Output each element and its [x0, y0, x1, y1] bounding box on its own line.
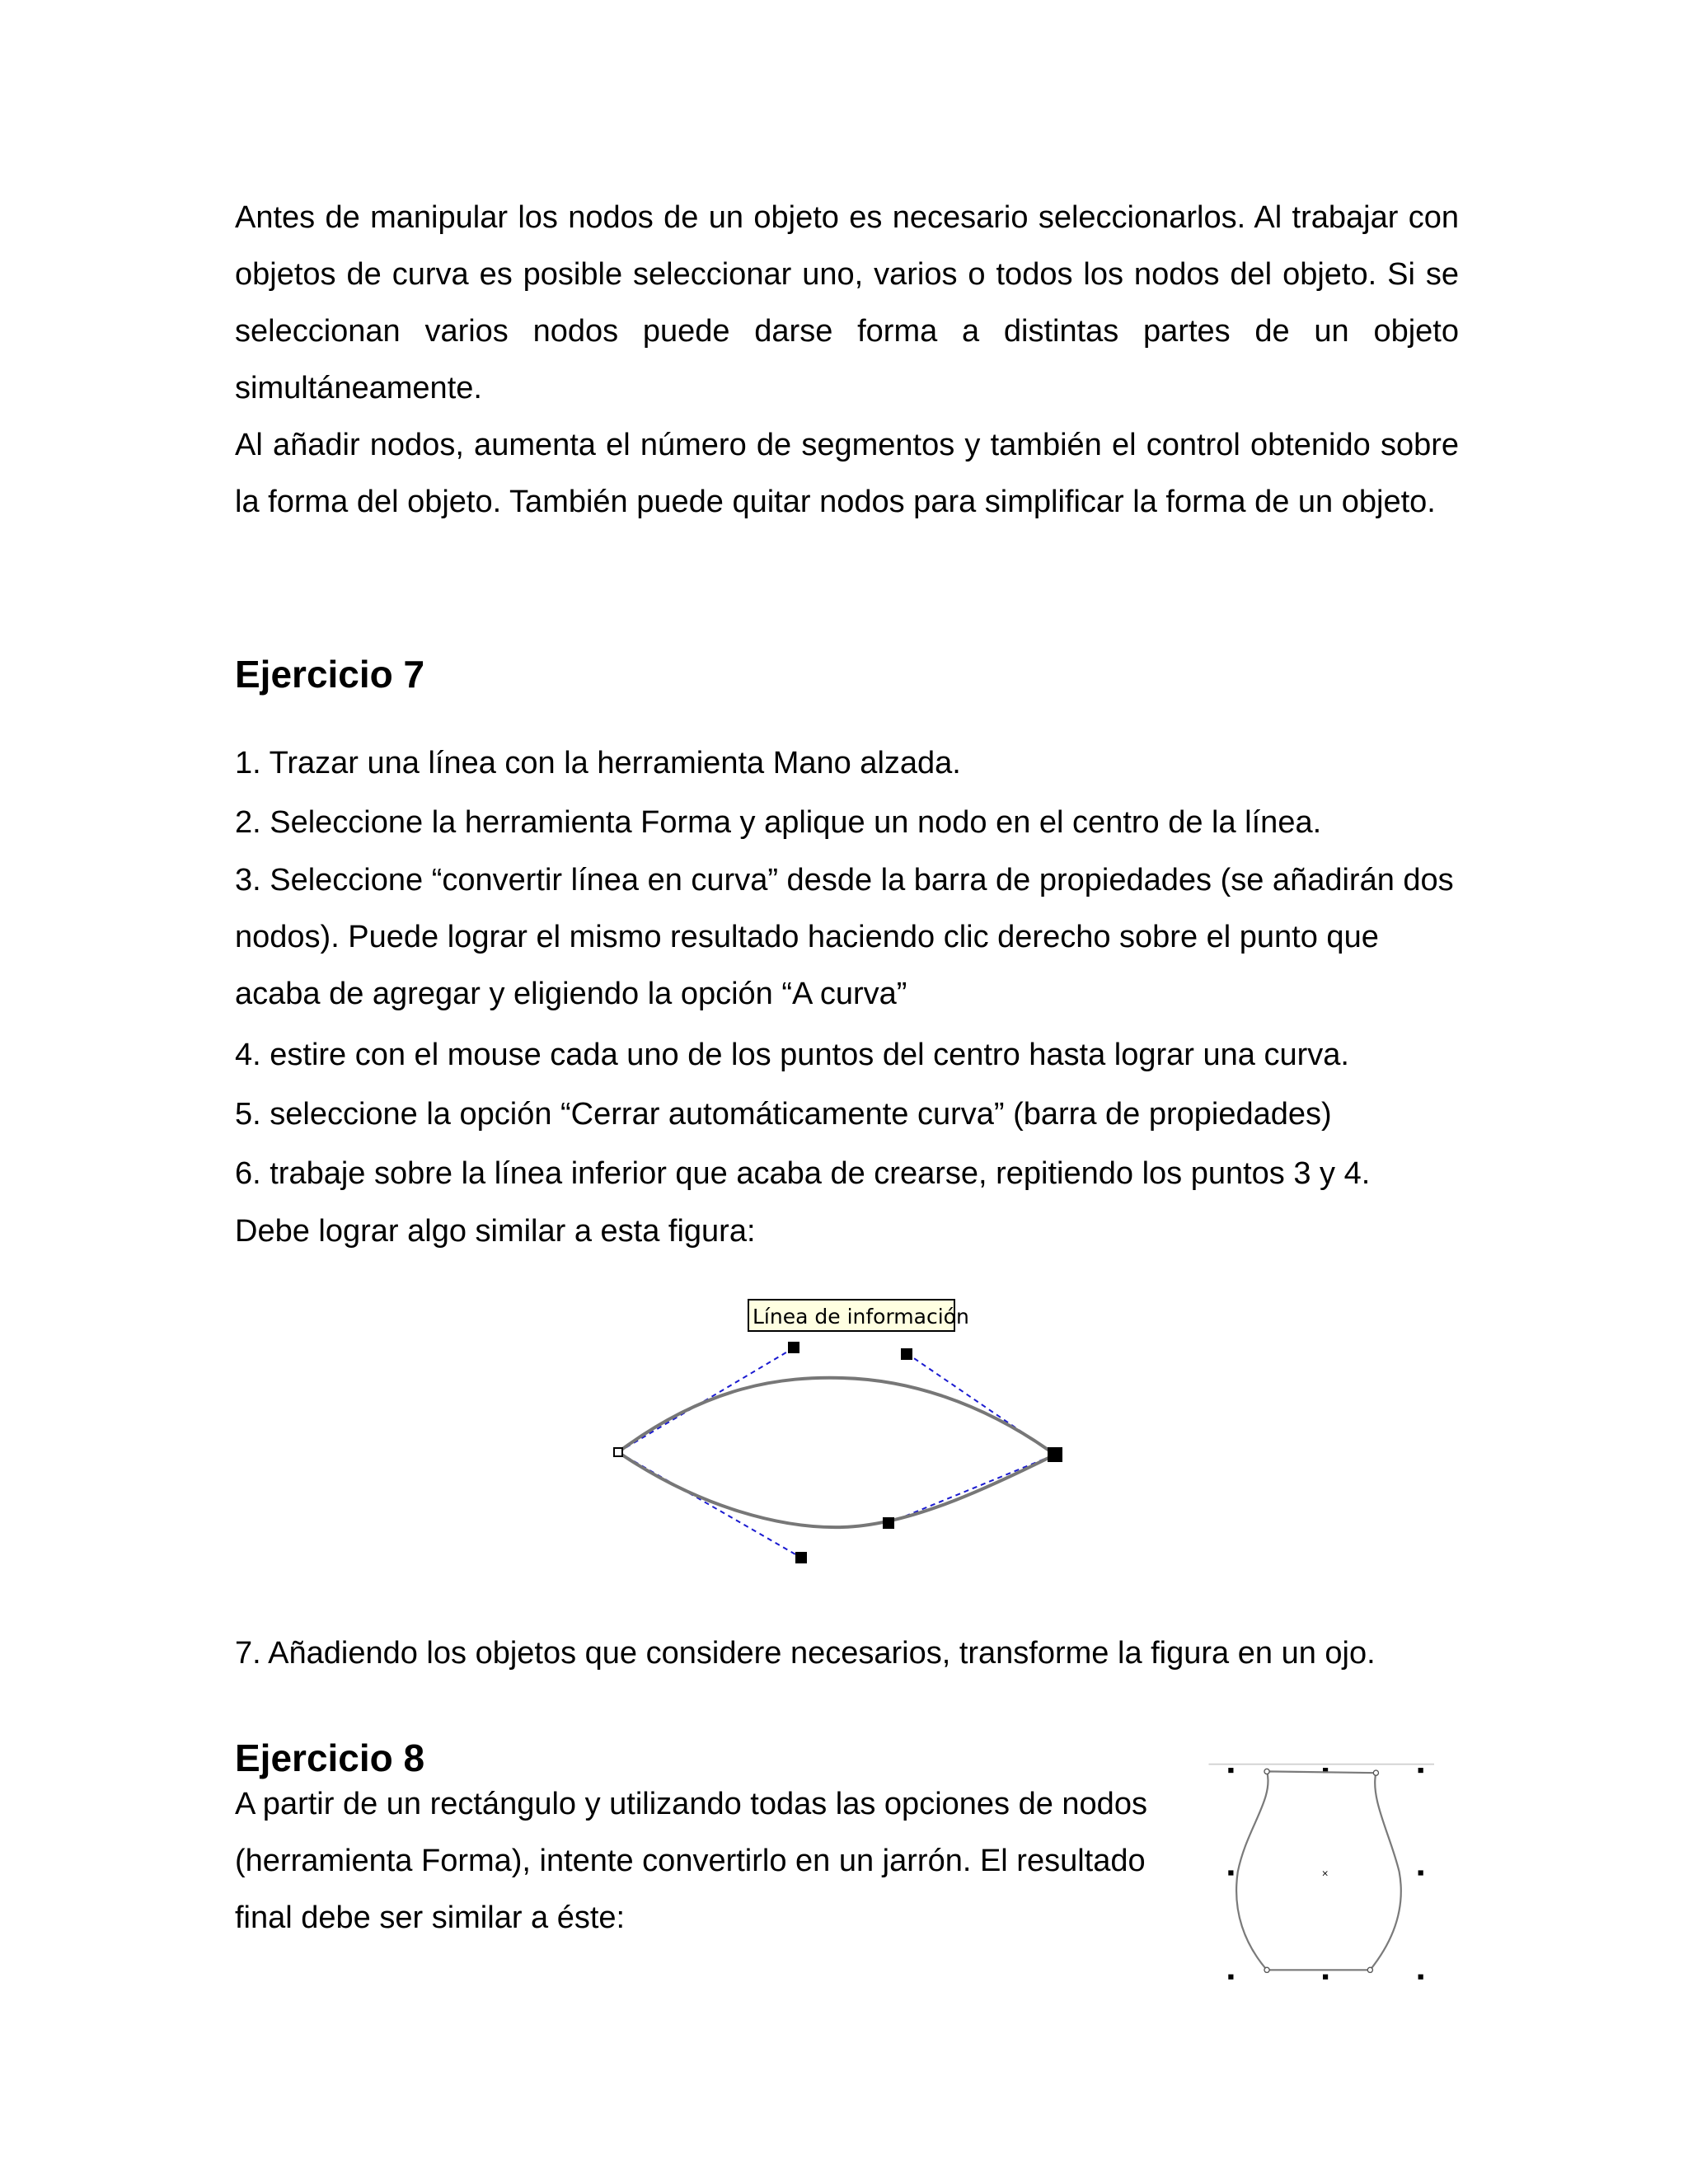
step-item: 6. trabaje sobre la línea inferior que acaba de crearse, repitiendo los puntos 3 y 4.	[235, 1156, 1371, 1191]
selection-handle[interactable]	[1418, 1870, 1423, 1875]
start-node[interactable]	[614, 1448, 622, 1456]
upper-curve	[618, 1378, 1055, 1455]
lower-curve	[618, 1452, 1055, 1527]
selection-handle[interactable]	[1418, 1975, 1423, 1980]
document-page	[235, 190, 1459, 1249]
control-point[interactable]	[788, 1342, 799, 1353]
selection-handle[interactable]	[1228, 1768, 1233, 1773]
heading-ejercicio-8: Ejercicio 8	[235, 1736, 425, 1779]
control-handle-line	[889, 1455, 1055, 1523]
vase-figure	[1179, 1755, 1688, 2003]
heading-ejercicio-7: Ejercicio 7	[235, 653, 425, 696]
control-point[interactable]	[795, 1552, 807, 1563]
selection-handle[interactable]	[1323, 1975, 1328, 1980]
end-node[interactable]	[1048, 1447, 1062, 1462]
step-item: 4. estire con el mouse cada uno de los puntos del centro hasta lograr una curva.	[235, 1038, 1349, 1072]
control-point[interactable]	[883, 1517, 894, 1529]
step-item: 2. Seleccione la herramienta Forma y aplique un nodo en el centro de la línea.	[235, 805, 1322, 840]
intro-paragraph-2: Al añadir nodos, aumenta el número de segmentos y también el control obtenido sobre la forma del objeto. También puede quitar nodos para simplificar la forma de un objeto.	[235, 428, 1459, 519]
vase-node[interactable]	[1264, 1967, 1269, 1972]
control-point[interactable]	[901, 1348, 912, 1360]
vase-node[interactable]	[1264, 1769, 1269, 1774]
intro-paragraph-1: Antes de manipular los nodos de un objeto es necesario seleccionarlos. Al trabajar con objetos de curva es posible seleccionar uno, varios o todos los nodos del objeto. Si se seleccionan varios nodos puede darse forma a distintas partes de un objeto simultáneamente.	[235, 200, 1459, 405]
selection-handle[interactable]	[1228, 1975, 1233, 1980]
info-tooltip-label: Línea de información	[753, 1305, 969, 1329]
step-item: 7. Añadiendo los objetos que considere necesarios, transforme la figura en un ojo.	[235, 1636, 1376, 1671]
vase-node[interactable]	[1373, 1770, 1378, 1775]
selection-handle[interactable]	[1418, 1768, 1423, 1773]
step-item: Debe lograr algo similar a esta figura:	[235, 1214, 756, 1249]
ejercicio-8-text: A partir de un rectángulo y utilizando todas las opciones de nodos (herramienta Forma), intente convertirlo en un jarrón. El resultado final debe ser similar a éste:	[235, 1787, 1147, 1935]
vase-node[interactable]	[1367, 1967, 1372, 1972]
selection-handle[interactable]	[1228, 1870, 1233, 1875]
center-mark-icon: ×	[1321, 1868, 1329, 1879]
curve-figure	[610, 1286, 1121, 1582]
ejercicio-7-steps	[235, 733, 1459, 1260]
step-item: 3. Seleccione “convertir línea en curva” desde la barra de propiedades (se añadirán dos nodos). Puede lograr el mismo resultado haciendo clic derecho sobre el punto que acaba de agregar y eligiendo la opción “A curva”	[235, 863, 1454, 1011]
vase-outline	[1236, 1771, 1401, 1970]
step-item: 1. Trazar una línea con la herramienta Mano alzada.	[235, 746, 961, 780]
step-item: 5. seleccione la opción “Cerrar automáticamente curva” (barra de propiedades)	[235, 1097, 1332, 1132]
